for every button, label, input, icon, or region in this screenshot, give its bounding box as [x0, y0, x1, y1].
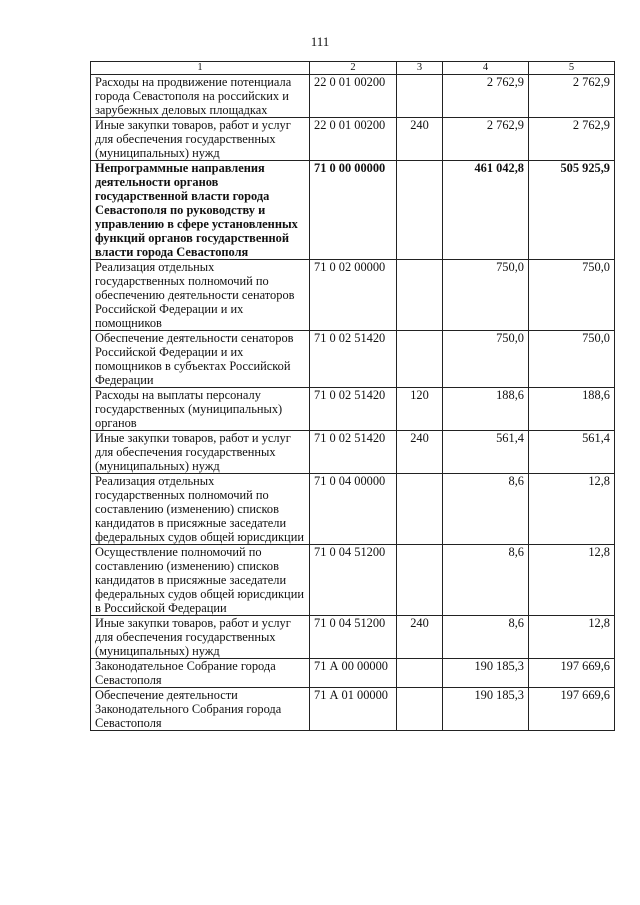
row-amount-year1: 8,6 — [443, 616, 529, 659]
row-name: Обеспечение деятельности сенаторов Российской Федерации и их помощников в субъектах Российской Федерации — [91, 331, 310, 388]
row-code: 71 0 02 51420 — [310, 388, 397, 431]
row-name: Осуществление полномочий по составлению (изменению) списков кандидатов в присяжные заседатели федеральных судов общей юрисдикции в Российской Федерации — [91, 545, 310, 616]
row-amount-year1: 2 762,9 — [443, 118, 529, 161]
row-expense-type — [397, 688, 443, 731]
row-expense-type — [397, 659, 443, 688]
row-name: Законодательное Собрание города Севастополя — [91, 659, 310, 688]
table-row — [91, 331, 615, 388]
row-name: Реализация отдельных государственных полномочий по обеспечению деятельности сенаторов Российской Федерации и их помощников — [91, 260, 310, 331]
row-amount-year2: 2 762,9 — [529, 75, 615, 118]
row-code: 71 0 04 00000 — [310, 474, 397, 545]
row-name: Иные закупки товаров, работ и услуг для обеспечения государственных (муниципальных) нужд — [91, 616, 310, 659]
row-expense-type — [397, 545, 443, 616]
row-code: 71 0 00 00000 — [310, 161, 397, 260]
row-expense-type — [397, 260, 443, 331]
table-row — [91, 118, 615, 161]
row-expense-type: 120 — [397, 388, 443, 431]
table-row — [91, 616, 615, 659]
row-name: Расходы на продвижение потенциала города Севастополя на российских и зарубежных деловых площадках — [91, 75, 310, 118]
row-amount-year1: 8,6 — [443, 474, 529, 545]
row-code: 71 0 02 00000 — [310, 260, 397, 331]
header-row — [91, 62, 615, 75]
header-col-1: 1 — [91, 62, 310, 75]
row-amount-year2: 197 669,6 — [529, 688, 615, 731]
header-col-5: 5 — [529, 62, 615, 75]
row-code: 71 0 02 51420 — [310, 331, 397, 388]
row-amount-year1: 750,0 — [443, 260, 529, 331]
row-amount-year1: 461 042,8 — [443, 161, 529, 260]
row-name: Иные закупки товаров, работ и услуг для обеспечения государственных (муниципальных) нужд — [91, 118, 310, 161]
row-amount-year1: 190 185,3 — [443, 659, 529, 688]
table-row — [91, 388, 615, 431]
table-row — [91, 659, 615, 688]
row-amount-year1: 750,0 — [443, 331, 529, 388]
table-row — [91, 474, 615, 545]
row-name: Реализация отдельных государственных полномочий по составлению (изменению) списков кандидатов в присяжные заседатели федеральных судов общей юрисдикции — [91, 474, 310, 545]
table-row — [91, 260, 615, 331]
row-code: 71 А 00 00000 — [310, 659, 397, 688]
row-code: 71 0 04 51200 — [310, 616, 397, 659]
table-row — [91, 688, 615, 731]
row-expense-type: 240 — [397, 616, 443, 659]
table-row — [91, 75, 615, 118]
row-amount-year2: 561,4 — [529, 431, 615, 474]
row-amount-year2: 505 925,9 — [529, 161, 615, 260]
row-expense-type — [397, 331, 443, 388]
row-amount-year2: 197 669,6 — [529, 659, 615, 688]
row-code: 22 0 01 00200 — [310, 75, 397, 118]
row-amount-year2: 750,0 — [529, 260, 615, 331]
row-amount-year2: 188,6 — [529, 388, 615, 431]
row-code: 71 0 02 51420 — [310, 431, 397, 474]
page-number: 111 — [310, 34, 330, 49]
row-name: Расходы на выплаты персоналу государственных (муниципальных) органов — [91, 388, 310, 431]
row-amount-year1: 188,6 — [443, 388, 529, 431]
row-amount-year1: 190 185,3 — [443, 688, 529, 731]
row-code: 22 0 01 00200 — [310, 118, 397, 161]
row-name: Иные закупки товаров, работ и услуг для обеспечения государственных (муниципальных) нужд — [91, 431, 310, 474]
row-code: 71 0 04 51200 — [310, 545, 397, 616]
row-amount-year1: 561,4 — [443, 431, 529, 474]
row-amount-year2: 750,0 — [529, 331, 615, 388]
row-expense-type — [397, 161, 443, 260]
header-col-4: 4 — [443, 62, 529, 75]
row-expense-type: 240 — [397, 118, 443, 161]
header-col-3: 3 — [397, 62, 443, 75]
table-row — [91, 431, 615, 474]
table-row — [91, 545, 615, 616]
row-amount-year1: 2 762,9 — [443, 75, 529, 118]
row-expense-type — [397, 474, 443, 545]
row-expense-type — [397, 75, 443, 118]
table-row — [91, 161, 615, 260]
row-name: Обеспечение деятельности Законодательного Собрания города Севастополя — [91, 688, 310, 731]
row-expense-type: 240 — [397, 431, 443, 474]
budget-table — [90, 61, 615, 731]
row-amount-year2: 12,8 — [529, 616, 615, 659]
row-amount-year1: 8,6 — [443, 545, 529, 616]
row-amount-year2: 2 762,9 — [529, 118, 615, 161]
row-amount-year2: 12,8 — [529, 545, 615, 616]
row-code: 71 А 01 00000 — [310, 688, 397, 731]
header-col-2: 2 — [310, 62, 397, 75]
row-amount-year2: 12,8 — [529, 474, 615, 545]
row-name: Непрограммные направления деятельности органов государственной власти города Севастополя по руководству и управлению в сфере установленных функций органов государственной власти города Севастополя — [91, 161, 310, 260]
